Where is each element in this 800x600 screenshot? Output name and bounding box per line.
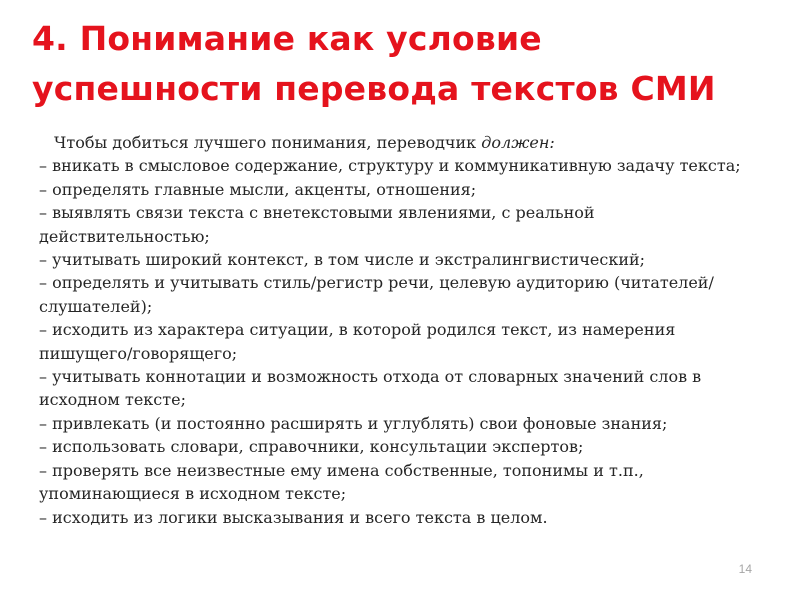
- list-item: – определять и учитывать стиль/регистр речи, целевую аудиторию (читателей/слушателей);: [39, 273, 714, 316]
- intro-emphasis: должен:: [481, 133, 555, 152]
- slide-title-line-2: успешности перевода текстов СМИ: [32, 69, 716, 108]
- slide-title-line-1: 4. Понимание как условие: [32, 19, 542, 58]
- intro-line: [39, 131, 761, 154]
- slide-title: [32, 14, 772, 114]
- page-number: 14: [738, 562, 752, 576]
- list-item: – исходить из логики высказывания и всего текста в целом.: [39, 507, 548, 527]
- list-item: – вникать в смысловое содержание, структуру и коммуникативную задачу текста;: [39, 156, 741, 176]
- list-item: – проверять все неизвестные ему имена собственные, топонимы и т.п., упоминающиеся в исходном тексте;: [39, 460, 644, 504]
- list-item: – учитывать коннотации и возможность отхода от словарных значений слов в исходном тексте;: [39, 367, 702, 410]
- slide-body: [39, 131, 761, 529]
- list-item: – привлекать (и постоянно расширять и углублять) свои фоновые знания;: [39, 413, 668, 433]
- list-item: – определять главные мысли, акценты, отношения;: [39, 179, 477, 199]
- intro-text: Чтобы добиться лучшего понимания, переводчик: [54, 133, 482, 152]
- list-item: – выявлять связи текста с внетекстовыми явлениями, с реальной действительностью;: [39, 203, 595, 246]
- list-item: – исходить из характера ситуации, в которой родился текст, из намерения пишущего/говорящего;: [39, 320, 676, 363]
- list-item: – использовать словари, справочники, консультации экспертов;: [39, 437, 584, 457]
- list-item: – учитывать широкий контекст, в том числе и экстралингвистический;: [39, 250, 646, 270]
